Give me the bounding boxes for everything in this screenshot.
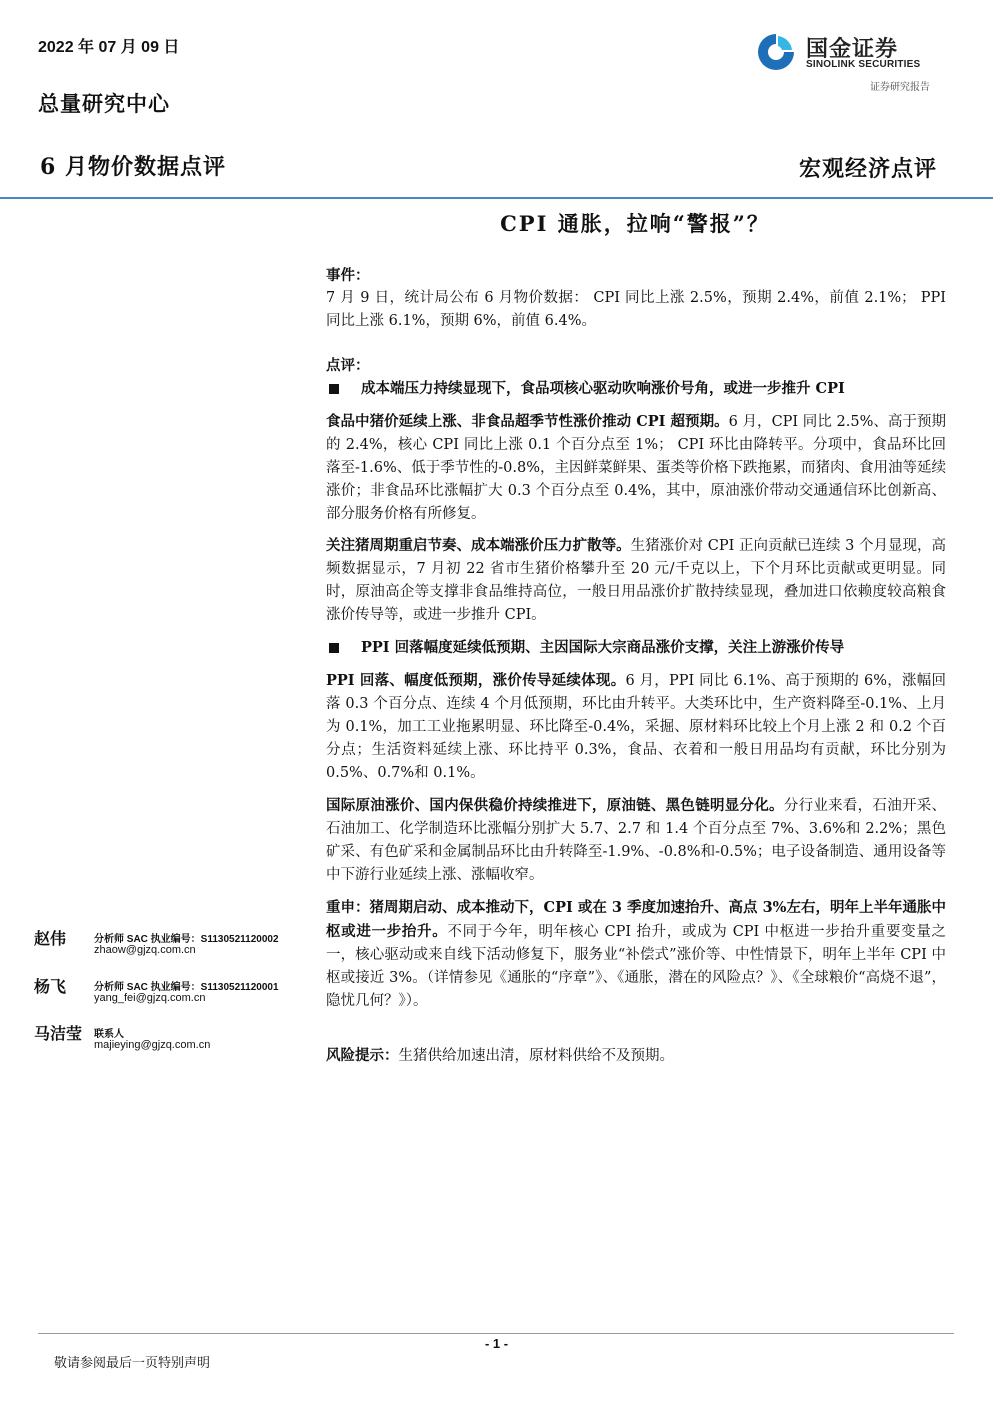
comment-section <box>326 354 946 1013</box>
analyst-role: 分析师 SAC 执业编号：S1130521120002 <box>94 934 279 945</box>
report-title: 6 月物价数据点评 <box>40 154 226 180</box>
bullet-square-icon <box>329 643 339 653</box>
sinolink-logo-icon <box>756 32 796 72</box>
header-divider <box>0 197 993 199</box>
disclaimer-note: 敬请参阅最后一页特别声明 <box>54 1356 211 1371</box>
risk-text: 生猪供给加速出清，原材料供给不及预期。 <box>398 1048 674 1064</box>
report-date: 2022 年 07 月 09 日 <box>38 39 180 56</box>
paragraph-outlook: 重申：猪周期启动、成本推动下，CPI 或在 3 季度加速抬升、高点 3%左右，明年上半年通胀中枢或进一步抬升。不同于今年，明年核心 CPI 抬升，或成为 CPI 中枢进一步抬升重要变量之一，核心驱动或来自线下活动修复下，服务业“补偿式”涨价等、中性情景下，明年上半年 CPI 中枢或接近 3%。（详情参见《通胀的“序章”》、《通胀，潜在的风险点？》、《全球粮价“高烧不退”，隐忧几何？》）。 <box>326 899 947 1009</box>
analyst-email[interactable]: yang_fei@gjzq.com.cn <box>94 992 206 1004</box>
company-logo <box>756 30 946 93</box>
headline: CPI 通胀，拉响“警报”？ <box>500 211 770 236</box>
analyst-email[interactable]: zhaow@gjzq.com.cn <box>94 944 196 956</box>
bullet-cpi: 成本端压力持续显现下，食品项核心驱动吹响涨价号角，或进一步推升 CPI <box>326 377 946 400</box>
bullet-ppi: PPI 回落幅度延续低预期、主因国际大宗商品涨价支撑，关注上游涨价传导 <box>326 636 946 659</box>
logo-name-en: SINOLINK SECURITIES <box>806 59 921 70</box>
risk-label: 风险提示： <box>326 1047 399 1064</box>
analyst-role: 联系人 <box>94 1029 124 1040</box>
bullet-square-icon <box>329 384 339 394</box>
logo-subtitle: 证券研究报告 <box>870 82 930 93</box>
report-type: 宏观经济点评 <box>798 156 937 182</box>
event-section <box>326 264 946 333</box>
comment-heading: 点评： <box>326 357 370 374</box>
analyst-email[interactable]: majieying@gjzq.com.cn <box>94 1039 211 1051</box>
analyst-name: 杨飞 <box>34 977 67 996</box>
footer-divider <box>38 1333 954 1334</box>
logo-name-cn: 国金证券 <box>806 36 899 61</box>
analyst-name: 赵伟 <box>34 929 67 948</box>
analyst-role: 分析师 SAC 执业编号：S1130521120001 <box>94 982 279 993</box>
paragraph-ppi-1: PPI 回落、幅度低预期，涨价传导延续体现。6 月，PPI 同比 6.1%、高于预期的 6%，涨幅回落 0.3 个百分点、连续 4 个月低预期，环比由升转平。大类环比中，生产资料降至-0.1%、上月为 0.1%，加工工业拖累明显、环比降至-0.4%，采掘、原材料环比较上个月上涨 2 和 0.2 个百分点；生活资料延续上涨、环比持平 0.3%，食品、衣着和一般日用品均有贡献，环比分别为 0.5%、0.7%和 0.1%。 <box>326 672 946 781</box>
event-text: 7 月 9 日，统计局公布 6 月物价数据： CPI 同比上涨 2.5%，预期 2.4%，前值 2.1%； PPI 同比上涨 6.1%，预期 6%，前值 6.4%。 <box>326 290 946 329</box>
paragraph-ppi-2: 国际原油涨价、国内保供稳价持续推进下，原油链、黑色链明显分化。分行业来看，石油开采、石油加工、化学制造环比涨幅分别扩大 5.7、2.7 和 1.4 个百分点至 7%、3.6%和 2.2%；黑色矿采、有色矿采和金属制品环比由升转降至-1.9%、-0.8%和-0.5%；电子设备制造、通用设备等中下游行业延续上涨、涨幅收窄。 <box>326 797 947 883</box>
event-heading: 事件： <box>326 267 370 284</box>
paragraph-cpi-2: 关注猪周期重启节奏、成本端涨价压力扩散等。生猪涨价对 CPI 正向贡献已连续 3 个月显现，高频数据显示，7 月初 22 省市生猪价格攀升至 20 元/千克以上，下个月环比贡献或更明显。同时，原油高企等支撑非食品维持高位，一般日用品涨价扩散持续显现，叠加进口依赖度较高粮食涨价传导等，或进一步推升 CPI。 <box>326 537 946 623</box>
risk-section <box>326 1044 946 1068</box>
research-center: 总量研究中心 <box>38 91 170 116</box>
page-number: - 1 - <box>484 1336 509 1351</box>
analyst-name: 马洁莹 <box>34 1024 83 1043</box>
paragraph-cpi-1: 食品中猪价延续上涨、非食品超季节性涨价推动 CPI 超预期。6 月，CPI 同比 2.5%、高于预期的 2.4%，核心 CPI 同比上涨 0.1 个百分点至 1%； CPI 环比由降转平。分项中，食品环比回落至-1.6%、低于季节性的-0.8%，主因鲜菜鲜果、蛋类等价格下跌拖累，而猪肉、食用油等延续涨价；非食品环比涨幅扩大 0.3 个百分点至 0.4%，其中，原油涨价带动交通通信环比创新高、部分服务价格有所修复。 <box>326 413 946 522</box>
